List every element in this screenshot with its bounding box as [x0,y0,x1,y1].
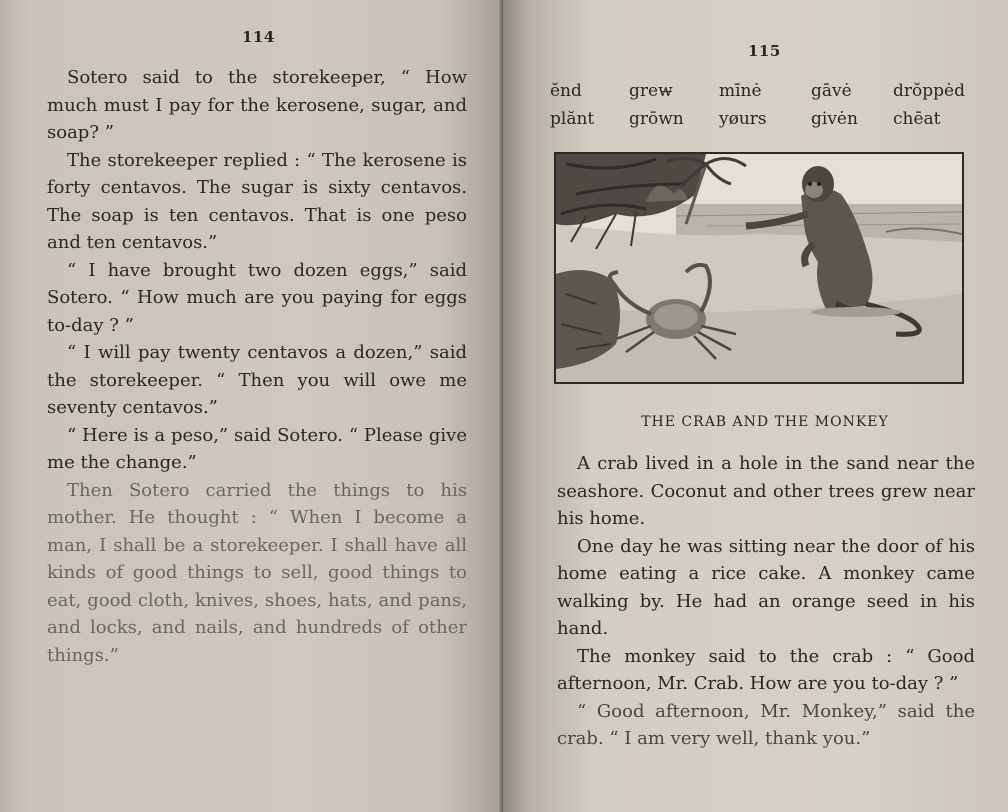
paragraph: The storekeeper replied : “ The kerosene is forty centavos. The sugar is sixty centavos. The soap is ten centavos. That is one peso and ten centavos.” [47,149,467,253]
left-page-text [47,64,467,669]
paragraph: “ Good afternoon, Mr. Monkey,” said the crab. “ I am very well, thank you.” [557,700,975,749]
word: chēat [893,109,941,129]
word: grōwn [629,109,684,129]
paragraph: “ Here is a peso,” said Sotero. “ Please give me the change.” [47,424,467,473]
word: ĕnd [550,81,582,101]
word: mīnė [719,81,762,101]
page-number-right: 115 [748,42,781,60]
story-title: THE CRAB AND THE MONKEY [641,414,889,430]
phonics-word-list [550,78,970,132]
paragraph: One day he was sitting near the door of his home eating a rice cake. A monkey came walking by. He had an orange seed in his hand. [557,535,975,639]
word: plănt [550,109,595,129]
paragraph: “ I will pay twenty centavos a dozen,” said the storekeeper. “ Then you will owe me seventy centavos.” [47,342,467,418]
left-page [0,0,503,812]
word: yøurs [719,109,767,129]
word: gāvė [811,81,852,101]
paragraph: A crab lived in a hole in the sand near the seashore. Coconut and other trees grew near his home. [557,453,975,529]
word: drŏppėd [893,81,965,101]
paragraph: Sotero said to the storekeeper, “ How much must I pay for the kerosene, sugar, and soap? ” [47,67,467,143]
crab-and-monkey-illustration [554,152,964,384]
page-number-left: 114 [242,28,275,46]
word: givėn [811,109,858,129]
right-page-text [557,450,975,753]
paragraph: The monkey said to the crab : “ Good afternoon, Mr. Crab. How are you to-day ? ” [557,645,975,694]
word: grew̶ [629,81,673,101]
paragraph: “ I have brought two dozen eggs,” said Sotero. “ How much are you paying for eggs to-day ? ” [47,259,467,336]
paragraph: Then Sotero carried the things to his mother. He thought : “ When I become a man, I shall be a storekeeper. I shall have all kinds of good things to sell, good things to eat, good cloth, knives, shoes, hats, and pans, and locks, and nails, and hundreds of other things.” [47,479,467,666]
